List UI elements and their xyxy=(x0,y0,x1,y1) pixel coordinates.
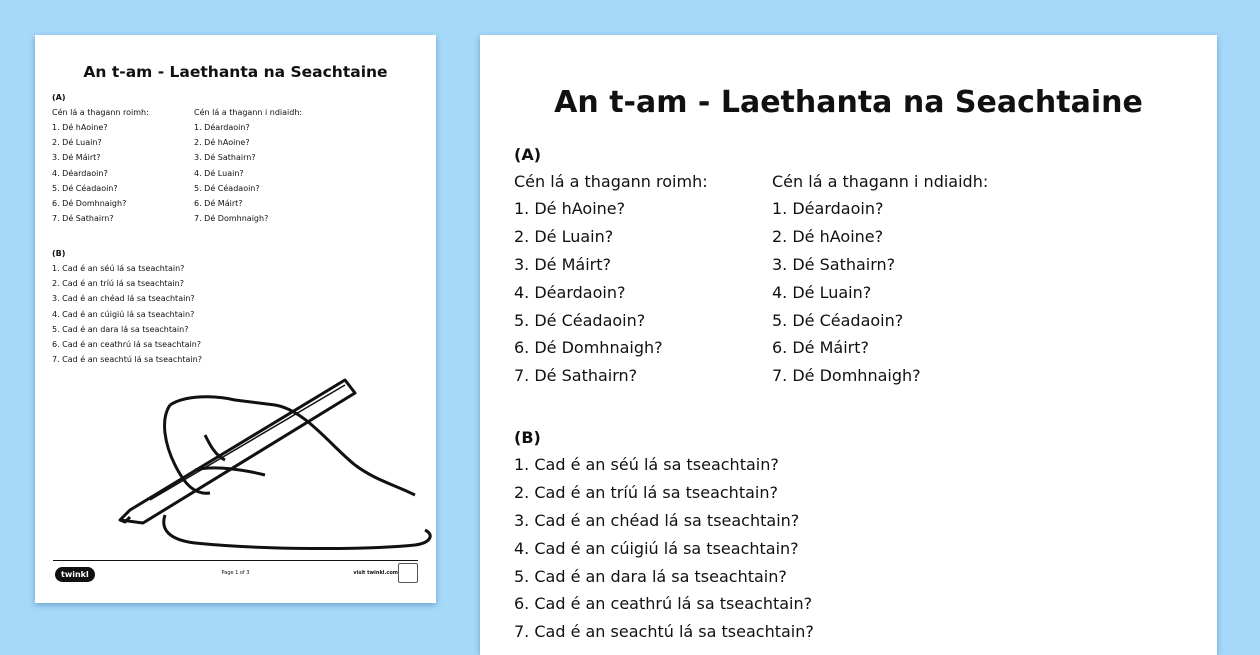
list-item: 4. Cad é an cúigiú lá sa tseachtain? xyxy=(514,538,799,558)
list-item: 5. Dé Céadaoin? xyxy=(194,183,260,193)
list-item: 5. Dé Céadaoin? xyxy=(52,183,118,193)
section-b-list xyxy=(514,455,814,650)
section-b-label: (B) xyxy=(514,428,541,447)
list-item: 6. Cad é an ceathrú lá sa tseachtain? xyxy=(52,339,202,349)
list-item: 1. Dé hAoine? xyxy=(52,123,108,132)
list-item: 2. Dé Luain? xyxy=(52,138,102,148)
worksheet-zoomed-page xyxy=(480,35,1217,655)
list-item: 3. Dé Sathairn? xyxy=(194,153,256,163)
site-link: visit twinkl.com xyxy=(353,570,398,576)
worksheet-title: An t-am - Laethanta na Seachtaine xyxy=(554,85,1143,120)
list-item: 2. Dé hAoine? xyxy=(194,138,250,148)
twinkl-logo: twinkl xyxy=(55,567,95,582)
footer-divider xyxy=(53,560,418,561)
section-b-list xyxy=(52,264,202,370)
list-item: 1. Déardaoin? xyxy=(194,123,250,132)
list-item: 1. Déardaoin? xyxy=(772,199,884,218)
list-item: 4. Déardaoin? xyxy=(52,168,108,178)
quality-badge-icon xyxy=(398,563,418,583)
list-item: 2. Dé hAoine? xyxy=(772,226,884,246)
page-number: Page 1 of 3 xyxy=(221,570,250,576)
section-b-label: (B) xyxy=(52,249,66,258)
list-item: 7. Dé Sathairn? xyxy=(514,366,638,386)
list-item: 6. Dé Máirt? xyxy=(194,198,243,208)
worksheet-title: An t-am - Laethanta na Seachtaine xyxy=(83,63,388,81)
list-item: 2. Dé Luain? xyxy=(514,226,614,246)
list-item: 1. Cad é an séú lá sa tseachtain? xyxy=(52,264,185,273)
before-header: Cén lá a thagann roimh: xyxy=(52,108,149,117)
list-item: 5. Dé Céadaoin? xyxy=(772,310,904,330)
list-item: 6. Cad é an ceathrú lá sa tseachtain? xyxy=(514,594,813,614)
list-item: 6. Dé Domhnaigh? xyxy=(52,198,127,208)
list-item: 6. Dé Máirt? xyxy=(772,338,869,358)
list-item: 6. Dé Domhnaigh? xyxy=(514,338,663,358)
list-item: 1. Dé hAoine? xyxy=(514,199,626,218)
list-item: 5. Dé Céadaoin? xyxy=(514,310,646,330)
section-a-label: (A) xyxy=(52,93,66,102)
after-header: Cén lá a thagann i ndiaidh: xyxy=(194,108,303,117)
hand-writing-illustration xyxy=(115,375,435,560)
list-item: 3. Cad é an chéad lá sa tseachtain? xyxy=(52,294,195,304)
list-item: 2. Cad é an tríú lá sa tseachtain? xyxy=(52,279,184,289)
list-item: 5. Cad é an dara lá sa tseachtain? xyxy=(52,324,189,334)
list-item: 7. Dé Domhnaigh? xyxy=(772,366,921,386)
after-header: Cén lá a thagann i ndiaidh: xyxy=(772,172,989,191)
list-item: 3. Dé Máirt? xyxy=(514,254,611,274)
list-item: 4. Cad é an cúigiú lá sa tseachtain? xyxy=(52,309,195,319)
list-item: 7. Dé Sathairn? xyxy=(52,214,114,224)
list-item: 2. Cad é an tríú lá sa tseachtain? xyxy=(514,482,778,502)
list-item: 7. Cad é an seachtú lá sa tseachtain? xyxy=(514,622,814,642)
list-item: 3. Cad é an chéad lá sa tseachtain? xyxy=(514,510,800,530)
list-item: 4. Dé Luain? xyxy=(194,168,244,178)
list-item: 3. Dé Máirt? xyxy=(52,153,101,163)
section-a-label: (A) xyxy=(514,145,542,164)
list-item: 1. Cad é an séú lá sa tseachtain? xyxy=(514,455,779,474)
list-item: 7. Dé Domhnaigh? xyxy=(194,214,269,224)
list-item: 3. Dé Sathairn? xyxy=(772,254,896,274)
list-item: 4. Déardaoin? xyxy=(514,282,626,302)
before-header: Cén lá a thagann roimh: xyxy=(514,172,708,191)
list-item: 5. Cad é an dara lá sa tseachtain? xyxy=(514,566,787,586)
list-item: 4. Dé Luain? xyxy=(772,282,872,302)
before-list xyxy=(514,199,663,394)
list-item: 7. Cad é an seachtú lá sa tseachtain? xyxy=(52,355,202,365)
before-list xyxy=(52,123,126,229)
worksheet-thumbnail-page xyxy=(35,35,436,603)
after-list xyxy=(772,199,921,394)
after-list xyxy=(194,123,268,229)
